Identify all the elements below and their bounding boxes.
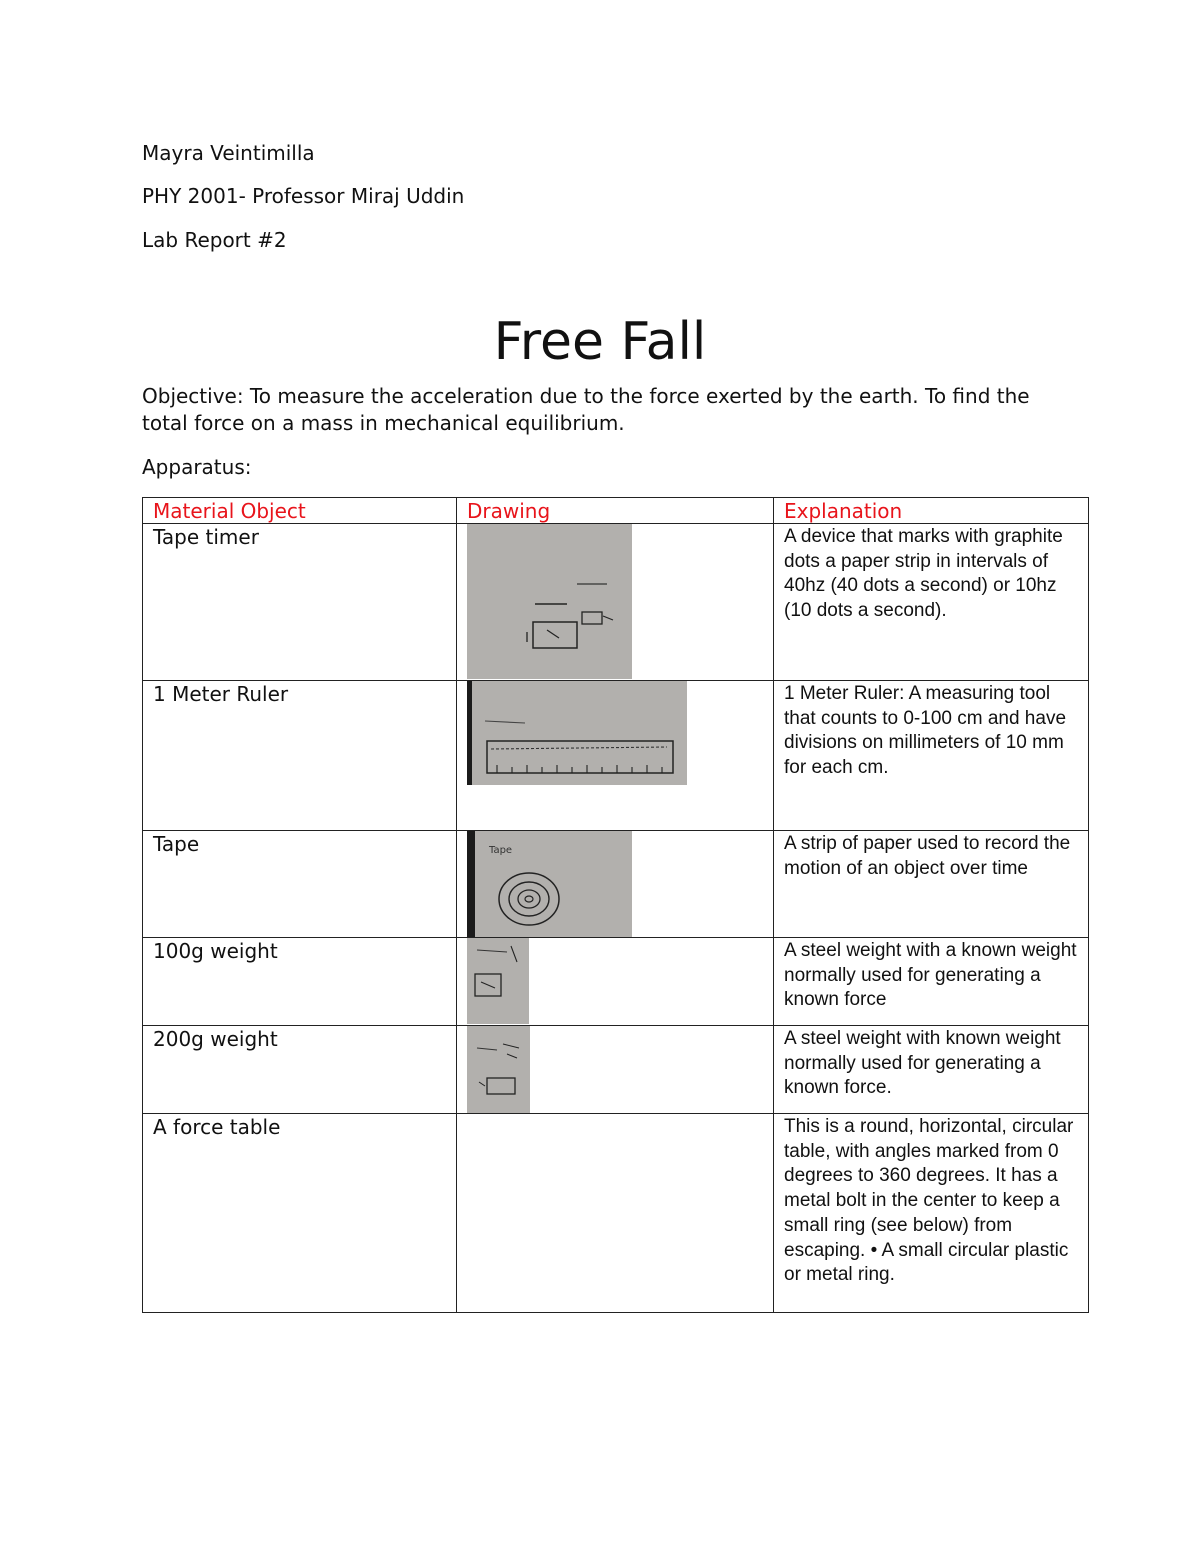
header-explanation: Explanation — [774, 498, 1089, 524]
drawing-cell — [457, 938, 774, 1026]
object-name: 1 Meter Ruler — [143, 681, 457, 831]
object-explanation: A steel weight with known weight normally used for generating a known force. — [774, 1026, 1089, 1114]
page-title: Free Fall — [493, 312, 707, 372]
tape-caption: Tape — [489, 845, 513, 856]
200g-weight-sketch — [467, 1026, 530, 1113]
drawing-cell — [457, 681, 774, 831]
objective-text: Objective: To measure the acceleration due to the force exerted by the earth. To find the total force on a mass in mechanical equilibrium. — [142, 384, 1030, 435]
tape-drawing-photo — [467, 831, 632, 937]
meter-ruler-drawing-photo — [467, 681, 687, 785]
drawing-cell — [457, 1114, 774, 1313]
tape-timer-sketch — [467, 524, 632, 679]
table-row — [143, 1026, 1089, 1114]
object-name: 200g weight — [143, 1026, 457, 1114]
header-material-object: Material Object — [143, 498, 457, 524]
drawing-cell — [457, 831, 774, 938]
apparatus-label: Apparatus: — [142, 455, 252, 479]
course-line: PHY 2001- Professor Miraj Uddin — [142, 184, 465, 208]
object-explanation: A device that marks with graphite dots a paper strip in intervals of 40hz (40 dots a second) or 10hz (10 dots a second). — [774, 524, 1089, 681]
object-name: A force table — [143, 1114, 457, 1313]
author-name: Mayra Veintimilla — [142, 141, 315, 165]
apparatus-table — [142, 497, 1089, 1313]
object-name: Tape timer — [143, 524, 457, 681]
table-row — [143, 1114, 1089, 1313]
table-row — [143, 524, 1089, 681]
table-row — [143, 681, 1089, 831]
object-name: 100g weight — [143, 938, 457, 1026]
header-drawing: Drawing — [457, 498, 774, 524]
drawing-cell — [457, 1026, 774, 1114]
meter-ruler-sketch — [467, 681, 687, 785]
100g-weight-drawing-photo — [467, 938, 529, 1024]
100g-weight-sketch — [467, 938, 529, 1024]
object-name: Tape — [143, 831, 457, 938]
table-header-row — [143, 498, 1089, 524]
200g-weight-drawing-photo — [467, 1026, 530, 1113]
table-row — [143, 938, 1089, 1026]
report-number: Lab Report #2 — [142, 228, 287, 252]
object-explanation: This is a round, horizontal, circular table, with angles marked from 0 degrees to 360 degrees. It has a metal bolt in the center to keep a small ring (see below) from escaping. • A small circular plastic or metal ring. — [774, 1114, 1089, 1313]
spiral-sketch — [467, 831, 632, 937]
object-explanation: 1 Meter Ruler: A measuring tool that counts to 0-100 cm and have divisions on millimeters of 10 mm for each cm. — [774, 681, 1089, 831]
tape-timer-drawing-photo — [467, 524, 632, 679]
object-explanation: A steel weight with a known weight normally used for generating a known force — [774, 938, 1089, 1026]
object-explanation: A strip of paper used to record the motion of an object over time — [774, 831, 1089, 938]
drawing-cell — [457, 524, 774, 681]
table-row — [143, 831, 1089, 938]
